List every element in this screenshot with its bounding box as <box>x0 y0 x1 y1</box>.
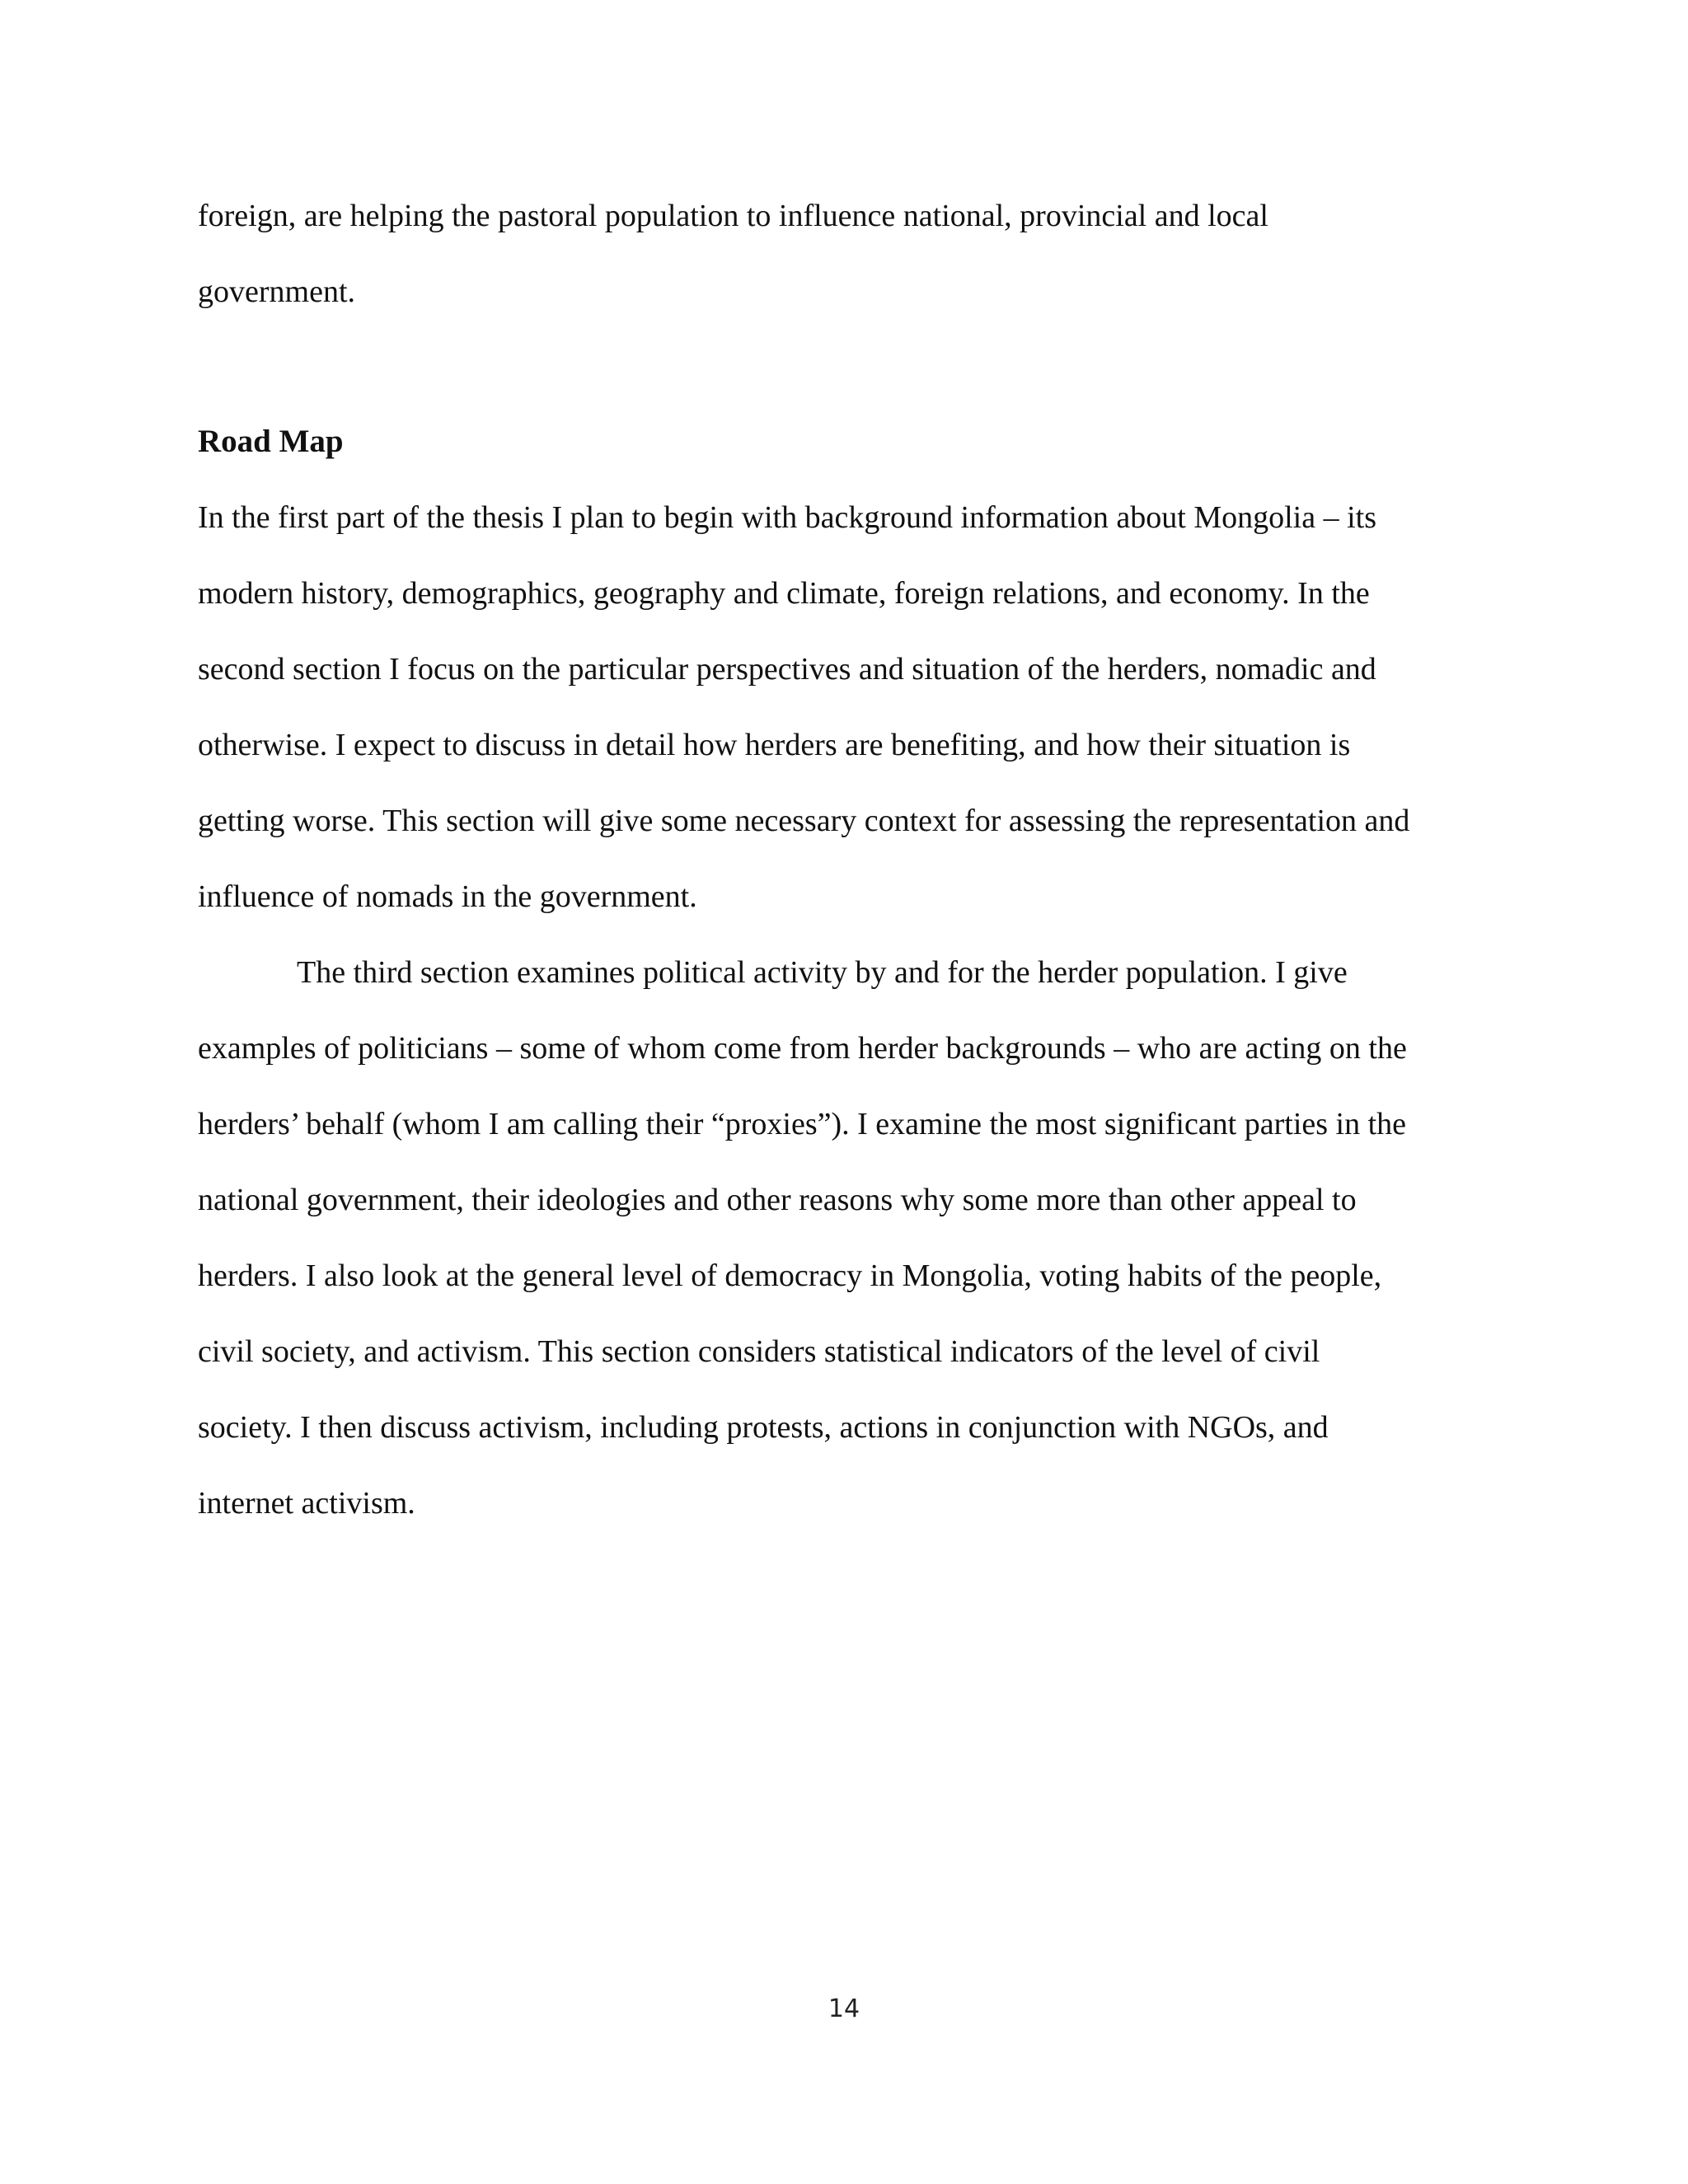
text-line: examples of politicians – some of whom come from herder backgrounds – who are acting on the <box>198 1031 1407 1066</box>
text-line: otherwise. I expect to discuss in detail how herders are benefiting, and how their situation is <box>198 728 1351 762</box>
text-line: herders. I also look at the general level of democracy in Mongolia, voting habits of the people, <box>198 1258 1382 1293</box>
text-line: second section I focus on the particular perspectives and situation of the herders, nomadic and <box>198 652 1376 687</box>
paragraph-third-section <box>198 935 1484 1541</box>
page-number: 14 <box>828 1994 860 2023</box>
text-line: modern history, demographics, geography and climate, foreign relations, and economy. In the <box>198 576 1370 611</box>
text-line: getting worse. This section will give some necessary context for assessing the representation and <box>198 804 1410 838</box>
section-heading: Road Map <box>198 424 344 459</box>
text-line: internet activism. <box>198 1486 415 1521</box>
paragraph-roadmap-intro <box>198 480 1484 935</box>
text-line: civil society, and activism. This section considers statistical indicators of the level of civil <box>198 1334 1320 1369</box>
text-line: government. <box>198 274 356 309</box>
text-line: influence of nomads in the government. <box>198 879 697 914</box>
text-line: foreign, are helping the pastoral population to influence national, provincial and local <box>198 199 1268 233</box>
text-line: national government, their ideologies and other reasons why some more than other appeal to <box>198 1183 1357 1217</box>
text-line: The third section examines political activity by and for the herder population. I give <box>297 955 1348 990</box>
continued-paragraph <box>198 178 1484 330</box>
text-line: herders’ behalf (whom I am calling their “proxies”). I examine the most significant parties in the <box>198 1107 1407 1141</box>
text-line: society. I then discuss activism, including protests, actions in conjunction with NGOs, and <box>198 1410 1329 1445</box>
text-line: In the first part of the thesis I plan to begin with background information about Mongolia – its <box>198 500 1377 535</box>
